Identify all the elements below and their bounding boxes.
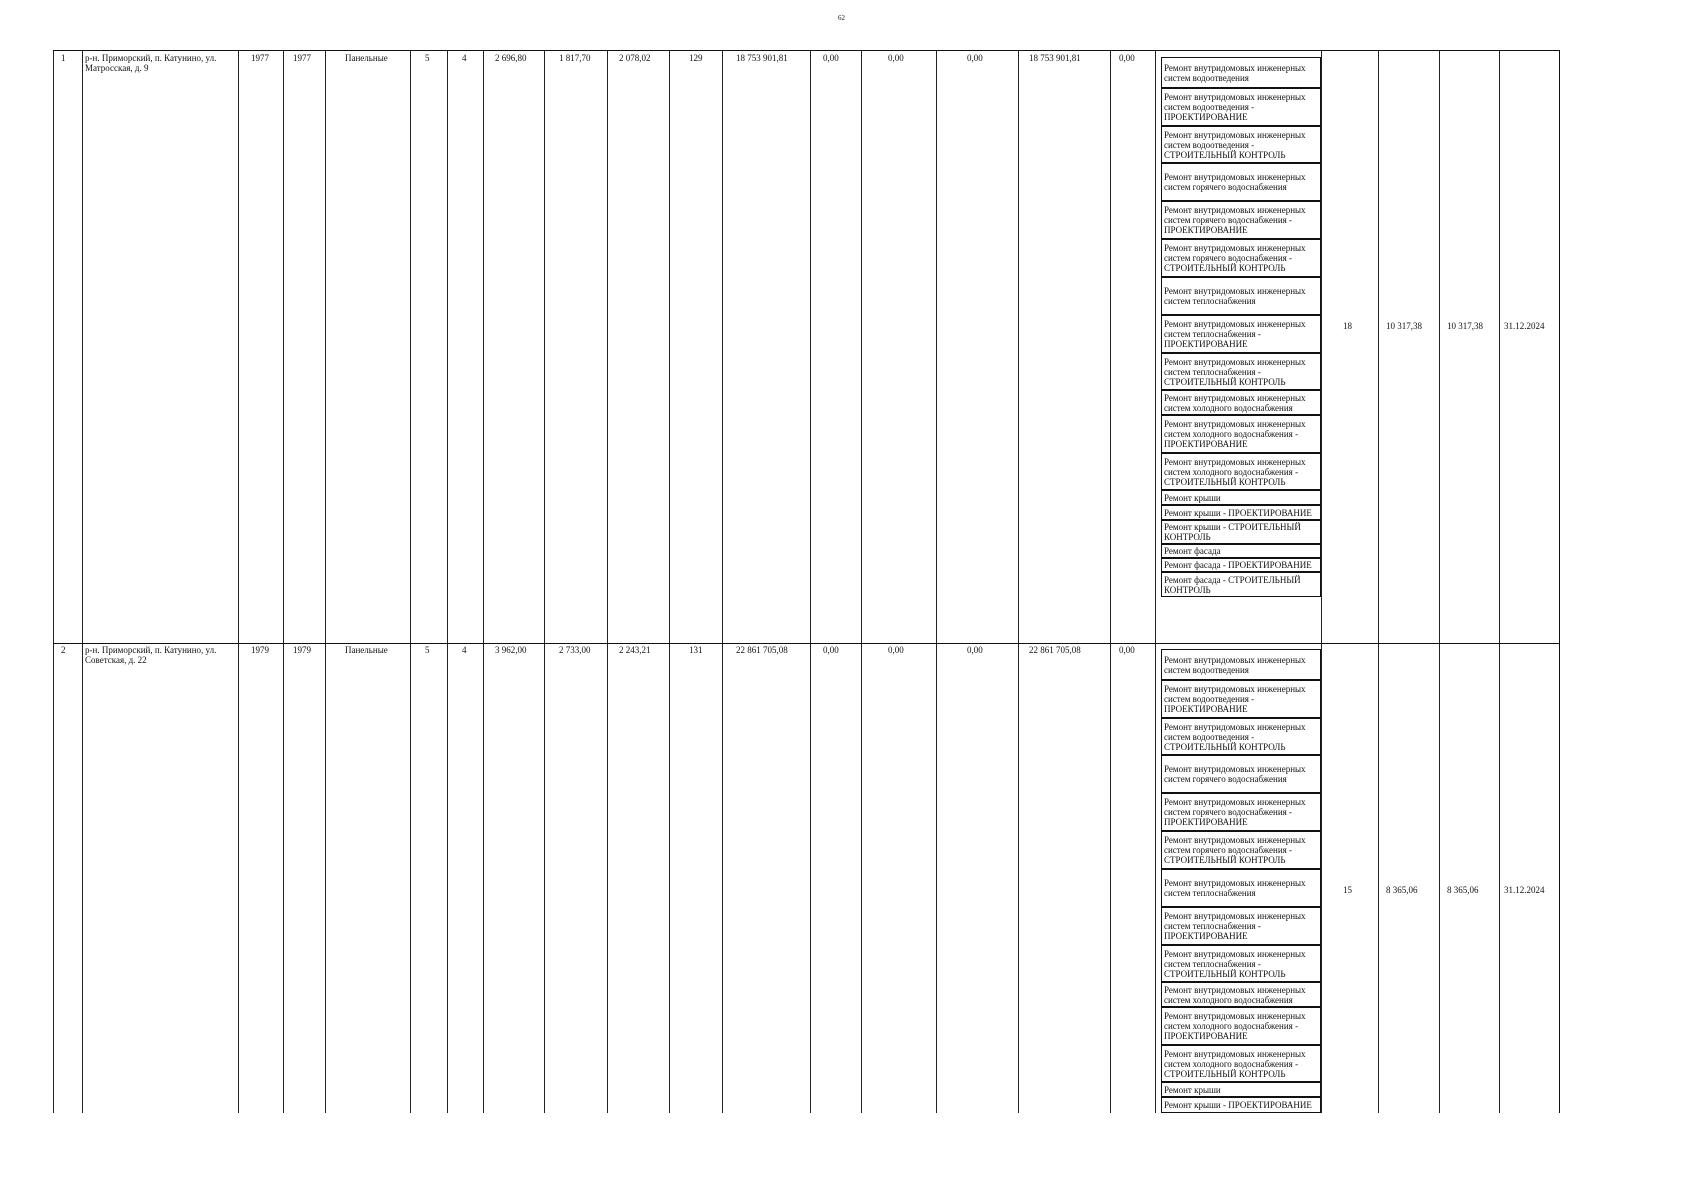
row-number: 2: [61, 645, 66, 655]
work-item: Ремонт внутридомовых инженерных систем горячего водоснабжения: [1161, 163, 1321, 201]
work-item: Ремонт крыши: [1161, 1082, 1321, 1097]
area-total: 3 962,00: [495, 645, 527, 655]
cost-fund-2: 0,00: [888, 53, 904, 63]
cost-fund-3: 0,00: [967, 645, 983, 655]
floors-count: 5: [425, 645, 430, 655]
year-commission: 1977: [293, 53, 311, 63]
work-item: Ремонт крыши - ПРОЕКТИРОВАНИЕ: [1161, 505, 1321, 520]
wall-material: Панельные: [345, 645, 388, 655]
work-item: Ремонт внутридомовых инженерных систем теплоснабжения: [1161, 277, 1321, 315]
work-item: Ремонт крыши: [1161, 490, 1321, 505]
page-number: 62: [838, 14, 845, 22]
work-item: Ремонт крыши - СТРОИТЕЛЬНЫЙ КОНТРОЛЬ: [1161, 520, 1321, 544]
cost-total: 18 753 901,81: [736, 53, 788, 63]
year-built: 1977: [251, 53, 269, 63]
cost-fund-1: 0,00: [823, 645, 839, 655]
entrances-count: 4: [462, 645, 467, 655]
cost-fund-3: 0,00: [967, 53, 983, 63]
cost-fund-1: 0,00: [823, 53, 839, 63]
work-item: Ремонт внутридомовых инженерных систем холодного водоснабжения - ПРОЕКТИРОВАНИЕ: [1161, 1007, 1321, 1045]
work-item: Ремонт внутридомовых инженерных систем горячего водоснабжения - ПРОЕКТИРОВАНИЕ: [1161, 201, 1321, 239]
work-item: Ремонт фасада - ПРОЕКТИРОВАНИЕ: [1161, 558, 1321, 572]
work-item: Ремонт внутридомовых инженерных систем теплоснабжения - СТРОИТЕЛЬНЫЙ КОНТРОЛЬ: [1161, 945, 1321, 982]
apartments-count: 18: [1343, 321, 1352, 331]
area-living: 2 733,00: [559, 645, 591, 655]
work-item: Ремонт внутридомовых инженерных систем теплоснабжения: [1161, 869, 1321, 907]
cost-other: 0,00: [1119, 645, 1135, 655]
unit-cost-limit: 10 317,38: [1447, 321, 1483, 331]
work-item: Ремонт фасада - СТРОИТЕЛЬНЫЙ КОНТРОЛЬ: [1161, 572, 1321, 597]
deadline-date: 31.12.2024: [1504, 885, 1545, 895]
residents-count: 131: [689, 645, 703, 655]
cost-other: 0,00: [1119, 53, 1135, 63]
work-item: Ремонт внутридомовых инженерных систем водоотведения: [1161, 649, 1321, 680]
work-item: Ремонт внутридомовых инженерных систем холодного водоснабжения: [1161, 982, 1321, 1007]
house-address: р-н. Приморский, п. Катунино, ул. Советская, д. 22: [85, 645, 217, 665]
work-item: Ремонт внутридомовых инженерных систем водоотведения: [1161, 57, 1321, 88]
work-item: Ремонт внутридомовых инженерных систем горячего водоснабжения: [1161, 755, 1321, 793]
area-other: 2 243,21: [619, 645, 651, 655]
unit-cost: 10 317,38: [1386, 321, 1422, 331]
row-number: 1: [61, 53, 66, 63]
work-item: Ремонт внутридомовых инженерных систем холодного водоснабжения: [1161, 390, 1321, 415]
cost-fund-2: 0,00: [888, 645, 904, 655]
work-item: Ремонт внутридомовых инженерных систем холодного водоснабжения - СТРОИТЕЛЬНЫЙ КОНТРОЛЬ: [1161, 453, 1321, 490]
year-built: 1979: [251, 645, 269, 655]
wall-material: Панельные: [345, 53, 388, 63]
work-item: Ремонт внутридомовых инженерных систем холодного водоснабжения - ПРОЕКТИРОВАНИЕ: [1161, 415, 1321, 453]
area-other: 2 078,02: [619, 53, 651, 63]
cost-total: 22 861 705,08: [736, 645, 788, 655]
work-item: Ремонт внутридомовых инженерных систем горячего водоснабжения - ПРОЕКТИРОВАНИЕ: [1161, 793, 1321, 831]
work-item: Ремонт крыши - ПРОЕКТИРОВАНИЕ: [1161, 1097, 1321, 1113]
cost-owners: 22 861 705,08: [1029, 645, 1081, 655]
work-item: Ремонт внутридомовых инженерных систем водоотведения - СТРОИТЕЛЬНЫЙ КОНТРОЛЬ: [1161, 718, 1321, 755]
work-item: Ремонт фасада: [1161, 544, 1321, 558]
work-item: Ремонт внутридомовых инженерных систем теплоснабжения - ПРОЕКТИРОВАНИЕ: [1161, 907, 1321, 945]
work-item: Ремонт внутридомовых инженерных систем водоотведения - ПРОЕКТИРОВАНИЕ: [1161, 680, 1321, 718]
unit-cost: 8 365,06: [1386, 885, 1418, 895]
work-item: Ремонт внутридомовых инженерных систем горячего водоснабжения - СТРОИТЕЛЬНЫЙ КОНТРОЛЬ: [1161, 831, 1321, 869]
work-item: Ремонт внутридомовых инженерных систем холодного водоснабжения - СТРОИТЕЛЬНЫЙ КОНТРОЛЬ: [1161, 1045, 1321, 1082]
residents-count: 129: [689, 53, 703, 63]
work-item: Ремонт внутридомовых инженерных систем горячего водоснабжения - СТРОИТЕЛЬНЫЙ КОНТРОЛЬ: [1161, 239, 1321, 277]
area-living: 1 817,70: [559, 53, 591, 63]
unit-cost-limit: 8 365,06: [1447, 885, 1479, 895]
area-total: 2 696,80: [495, 53, 527, 63]
apartments-count: 15: [1343, 885, 1352, 895]
cost-owners: 18 753 901,81: [1029, 53, 1081, 63]
entrances-count: 4: [462, 53, 467, 63]
work-item: Ремонт внутридомовых инженерных систем теплоснабжения - ПРОЕКТИРОВАНИЕ: [1161, 315, 1321, 353]
house-address: р-н. Приморский, п. Катунино, ул. Матросская, д. 9: [85, 53, 217, 73]
repair-program-table: [53, 50, 1560, 1113]
deadline-date: 31.12.2024: [1504, 321, 1545, 331]
floors-count: 5: [425, 53, 430, 63]
work-item: Ремонт внутридомовых инженерных систем теплоснабжения - СТРОИТЕЛЬНЫЙ КОНТРОЛЬ: [1161, 353, 1321, 390]
work-item: Ремонт внутридомовых инженерных систем водоотведения - СТРОИТЕЛЬНЫЙ КОНТРОЛЬ: [1161, 126, 1321, 163]
year-commission: 1979: [293, 645, 311, 655]
work-item: Ремонт внутридомовых инженерных систем водоотведения - ПРОЕКТИРОВАНИЕ: [1161, 88, 1321, 126]
